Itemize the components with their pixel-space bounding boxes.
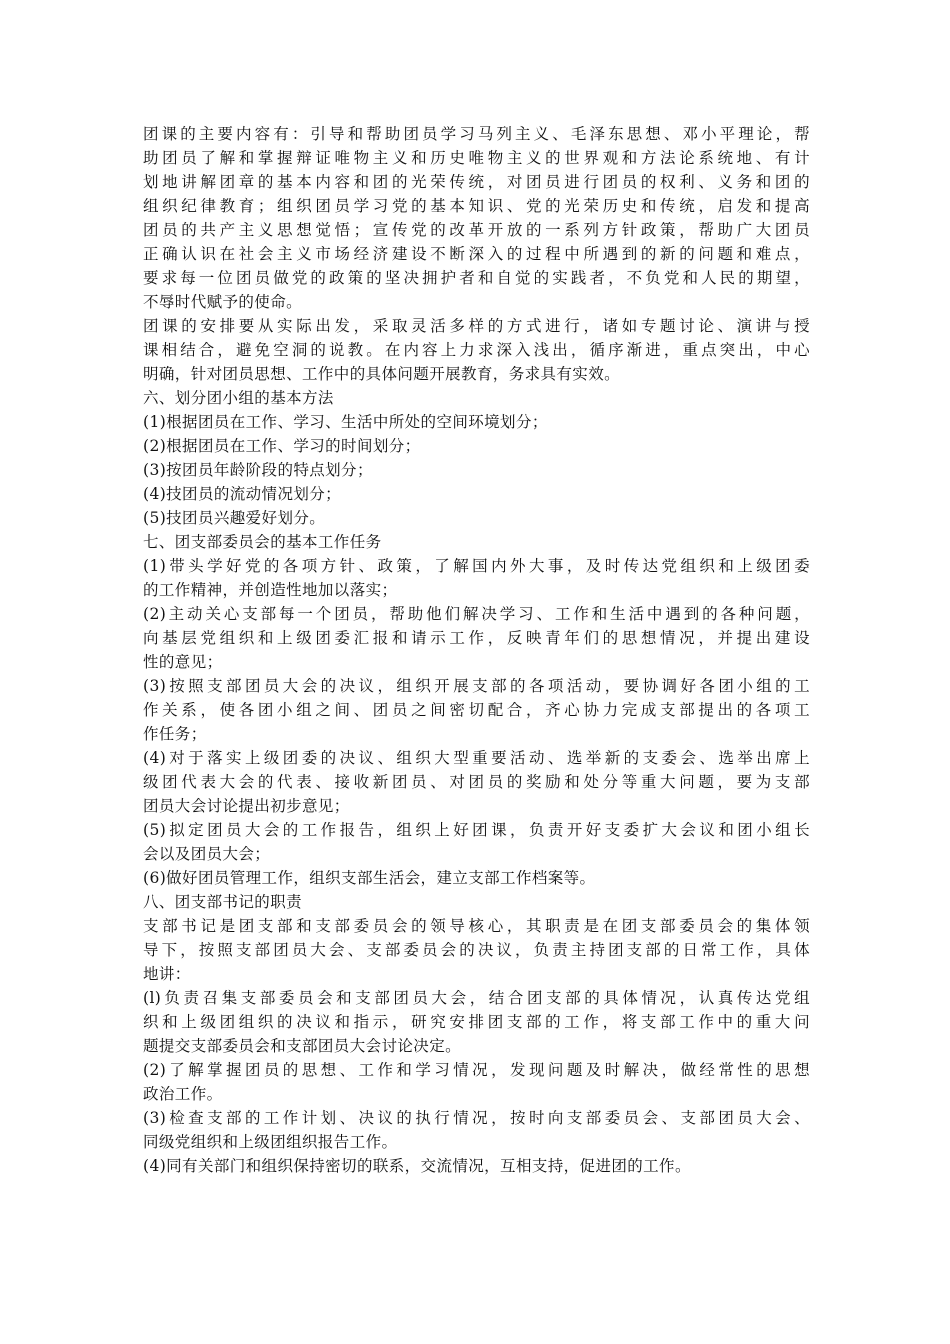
text-line: (2)了解掌握团员的思想、工作和学习情况，发现问题及时解决，做经常性的思想 [143,1061,810,1079]
text-line: 作任务； [143,725,207,743]
text-line: 性的意见； [143,653,223,671]
text-line: 题提交支部委员会和支部团员大会讨论决定。 [143,1037,462,1055]
text-line: 地讲： [143,965,191,983]
text-line: 助团员了解和掌握辩证唯物主义和历史唯物主义的世界观和方法论系统地、有计 [143,149,810,167]
text-line: (5)技团员兴趣爱好划分。 [143,509,326,527]
text-line: (4)对于落实上级团委的决议、组织大型重要活动、选举新的支委会、选举出席上 [143,749,810,767]
text-line: (5)拟定团员大会的工作报告，组织上好团课，负责开好支委扩大会议和团小组长 [143,821,810,839]
text-line: 支部书记是团支部和支部委员会的领导核心，其职责是在团支部委员会的集体领 [143,917,810,935]
text-line: (6)做好团员管理工作，组织支部生活会，建立支部工作档案等。 [143,869,596,887]
text-line: 不辱时代赋予的使命。 [143,293,303,311]
text-line: 课相结合，避免空洞的说教。在内容上力求深入浅出，循序渐进，重点突出，中心 [143,341,810,359]
text-line: 团员的共产主义思想觉悟；宣传党的改革开放的一系列方针政策，帮助广大团员 [143,221,810,239]
text-line: 织和上级团组织的决议和指示，研究安排团支部的工作，将支部工作中的重大问 [143,1013,810,1031]
document-body [143,122,810,1178]
text-line: 七、团支部委员会的基本工作任务 [143,533,382,551]
text-line: (1)根据团员在工作、学习、生活中所处的空间环境划分； [143,413,548,431]
text-line: 六、划分团小组的基本方法 [143,389,334,407]
text-line: (4)同有关部门和组织保持密切的联系，交流情况，互相支持，促进团的工作。 [143,1157,691,1175]
text-line: 级团代表大会的代表、接收新团员、对团员的奖励和处分等重大问题，要为支部 [143,773,810,791]
text-line: 团课的主要内容有：引导和帮助团员学习马列主义、毛泽东思想、邓小平理论，帮 [143,125,810,143]
text-line: (2)主动关心支部每一个团员，帮助他们解决学习、工作和生活中遇到的各种问题， [143,605,810,623]
text-line: 组织纪律教育；组织团员学习党的基本知识、党的光荣历史和传统，启发和提高 [143,197,810,215]
text-line: 正确认识在社会主义市场经济建设不断深入的过程中所遇到的新的问题和难点， [143,245,810,263]
text-line: 的工作精神，并创造性地加以落实； [143,581,398,599]
text-line: 要求每一位团员做党的政策的坚决拥护者和自觉的实践者，不负党和人民的期望， [143,269,810,287]
text-line: (4)技团员的流动情况划分； [143,485,342,503]
text-line: 导下，按照支部团员大会、支部委员会的决议，负责主持团支部的日常工作，具体 [143,941,810,959]
text-line: 明确，针对团员思想、工作中的具体问题开展教育，务求具有实效。 [143,365,621,383]
text-line: 向基层党组织和上级团委汇报和请示工作，反映青年们的思想情况，并提出建设 [143,629,810,647]
text-line: (2)根据团员在工作、学习的时间划分； [143,437,421,455]
text-line: 政治工作。 [143,1085,223,1103]
text-line: 八、团支部书记的职责 [143,893,303,911]
text-line: 同级党组织和上级团组织报告工作。 [143,1133,398,1151]
text-line: (3)检查支部的工作计划、决议的执行情况，按时向支部委员会、支部团员大会、 [143,1109,810,1127]
text-line: (3)按团员年龄阶段的特点划分； [143,461,373,479]
text-line: 作关系，使各团小组之间、团员之间密切配合，齐心协力完成支部提出的各项工 [143,701,810,719]
text-line: 会以及团员大会； [143,845,271,863]
text-line: (l)负责召集支部委员会和支部团员大会，结合团支部的具体情况，认真传达党组 [143,989,810,1007]
text-line: (3)按照支部团员大会的决议，组织开展支部的各项活动，要协调好各团小组的工 [143,677,810,695]
text-line: (1)带头学好党的各项方针、政策，了解国内外大事，及时传达党组织和上级团委 [143,557,810,575]
text-line: 划地讲解团章的基本内容和团的光荣传统，对团员进行团员的权利、义务和团的 [143,173,810,191]
text-line: 团员大会讨论提出初步意见； [143,797,350,815]
text-line: 团课的安排要从实际出发，采取灵活多样的方式进行，诸如专题讨论、演讲与授 [143,317,810,335]
